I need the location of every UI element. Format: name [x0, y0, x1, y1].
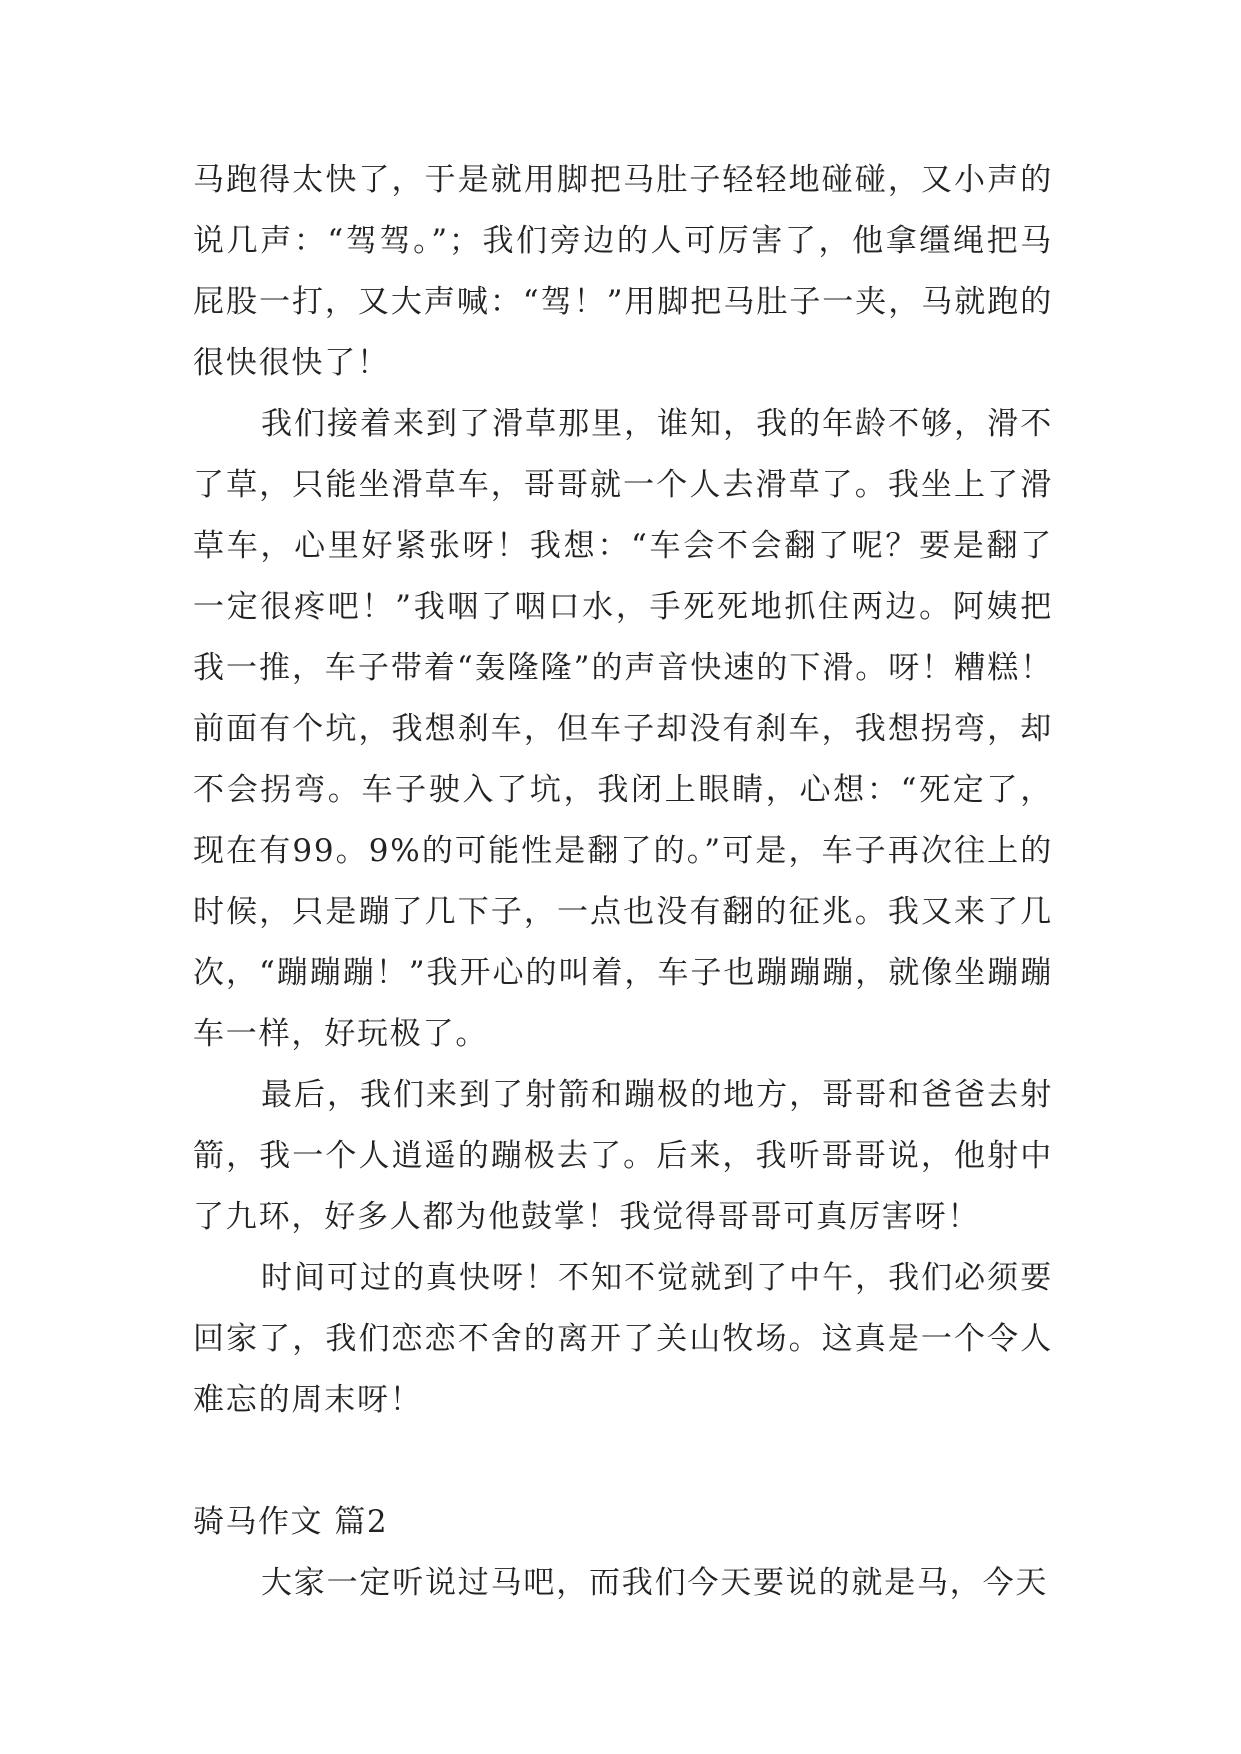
paragraph: 时间可过的真快呀！不知不觉就到了中午，我们必须要回家了，我们恋恋不舍的离开了关山牧场。这真是一个令人难忘的周末呀！ [193, 1260, 1053, 1418]
paragraph: 马跑得太快了，于是就用脚把马肚子轻轻地碰碰，又小声的说几声：“驾驾。”；我们旁边的人可厉害了，他拿缰绳把马屁股一打，又大声喊：“驾！”用脚把马肚子一夹，马就跑的很快很快了！ [193, 162, 1053, 381]
section-heading: 骑马作文 篇2 [193, 1504, 389, 1540]
paragraph: 我们接着来到了滑草那里，谁知，我的年龄不够，滑不了草，只能坐滑草车，哥哥就一个人去滑草了。我坐上了滑草车，心里好紧张呀！我想：“车会不会翻了呢？要是翻了一定很疼吧！”我咽了咽口水，手死死地抓住两边。阿姨把我一推，车子带着“轰隆隆”的声音快速的下滑。呀！糟糕！前面有个坑，我想刹车，但车子却没有刹车，我想拐弯，却不会拐弯。车子驶入了坑，我闭上眼睛，心想：“死定了，现在有99。9%的可能性是翻了的。”可是，车子再次往上的时候，只是蹦了几下子，一点也没有翻的征兆。我又来了几次，“蹦蹦蹦！”我开心的叫着，车子也蹦蹦蹦，就像坐蹦蹦车一样，好玩极了。 [193, 406, 1053, 1052]
paragraph: 大家一定听说过马吧，而我们今天要说的就是马，今天 [261, 1565, 1049, 1601]
document-page [193, 150, 1053, 1614]
paragraph: 最后，我们来到了射箭和蹦极的地方，哥哥和爸爸去射箭，我一个人逍遥的蹦极去了。后来，我听哥哥说，他射中了九环，好多人都为他鼓掌！我觉得哥哥可真厉害呀！ [193, 1077, 1053, 1235]
